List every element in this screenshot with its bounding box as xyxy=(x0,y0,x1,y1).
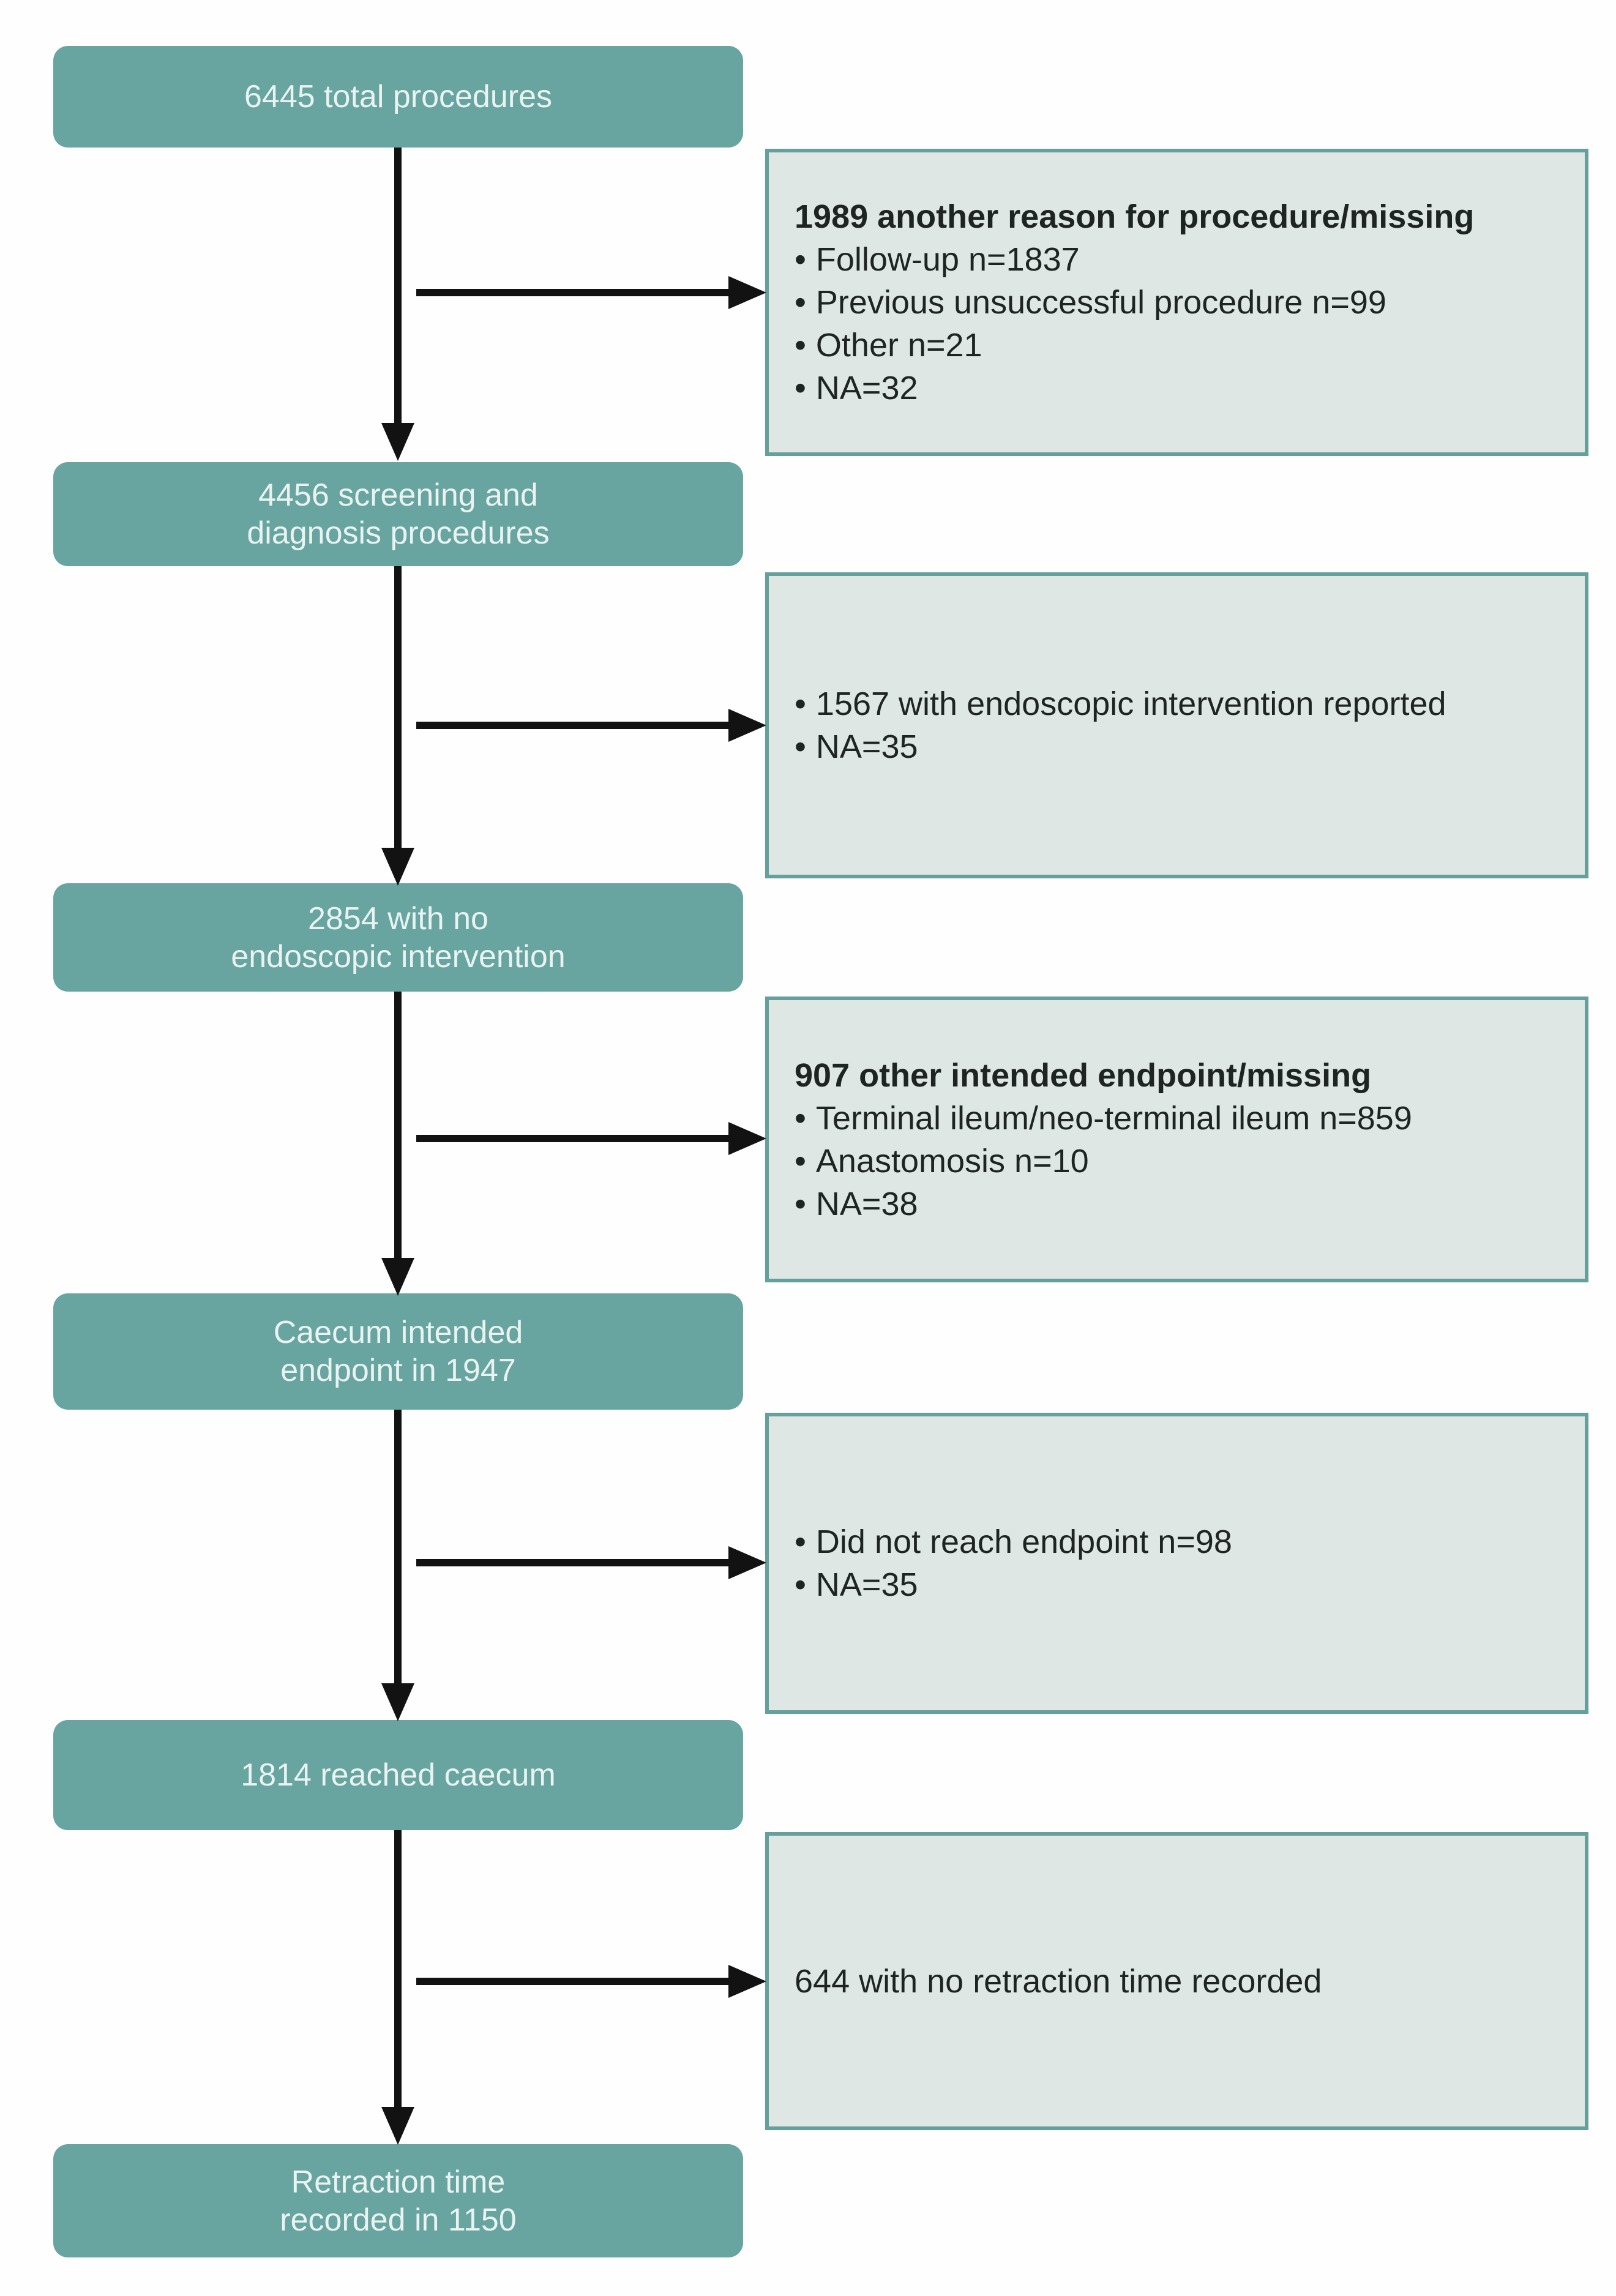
bullet-text: Did not reach endpoint n=98 xyxy=(815,1524,1232,1560)
bullet-icon: • xyxy=(795,1566,806,1603)
exclusion-box-did-not-reach-endpoint xyxy=(765,1413,1588,1714)
exclusion-bullet-list xyxy=(795,682,1559,768)
bullet-item xyxy=(795,1520,1559,1563)
exclusion-bullet-list xyxy=(795,1097,1559,1225)
bullet-item xyxy=(795,1183,1559,1225)
flow-box-line: endoscopic intervention xyxy=(231,938,566,974)
bullet-item xyxy=(795,281,1559,324)
bullet-text: Terminal ileum/neo-terminal ileum n=859 xyxy=(815,1099,1412,1137)
flow-box-line: diagnosis procedures xyxy=(247,515,550,551)
bullet-icon: • xyxy=(795,241,806,278)
bullet-item xyxy=(795,682,1559,725)
bullet-text: NA=32 xyxy=(815,370,918,406)
bullet-icon: • xyxy=(795,1142,806,1180)
bullet-icon: • xyxy=(795,370,806,406)
flow-box-line: 1814 reached caecum xyxy=(241,1757,556,1793)
flow-box-line: Retraction time xyxy=(291,2164,506,2200)
exclusion-bullet-list xyxy=(795,238,1559,409)
bullet-item xyxy=(795,324,1559,367)
bullet-text: Follow-up n=1837 xyxy=(815,241,1080,278)
exclusion-box-no-retraction-time xyxy=(765,1832,1588,2130)
exclusion-box-other-intended-endpoint xyxy=(765,997,1588,1282)
bullet-item xyxy=(795,1097,1559,1140)
bullet-icon: • xyxy=(795,728,806,765)
bullet-item xyxy=(795,1563,1559,1606)
flow-box-line: Caecum intended xyxy=(273,1315,523,1350)
bullet-item xyxy=(795,1140,1559,1183)
exclusion-box-endoscopic-intervention-reported xyxy=(765,572,1588,878)
bullet-text: NA=35 xyxy=(815,1566,918,1603)
flow-box-caecum-intended-endpoint xyxy=(53,1293,743,1410)
exclusion-box-another-reason xyxy=(765,149,1588,456)
flow-box-screening-diagnosis xyxy=(53,462,743,566)
exclusion-text: 644 with no retraction time recorded xyxy=(795,1962,1322,2000)
flow-box-reached-caecum xyxy=(53,1720,743,1830)
bullet-icon: • xyxy=(795,1099,806,1137)
bullet-icon: • xyxy=(795,1524,806,1560)
flow-box-line: endpoint in 1947 xyxy=(280,1353,516,1388)
exclusion-heading: 907 other intended endpoint/missing xyxy=(795,1056,1372,1094)
flow-box-total-procedures xyxy=(53,46,743,148)
bullet-icon: • xyxy=(795,327,806,364)
flow-box-no-endoscopic-intervention xyxy=(53,883,743,992)
bullet-icon: • xyxy=(795,1185,806,1222)
flow-box-line: 2854 with no xyxy=(308,900,488,937)
flow-box-line: recorded in 1150 xyxy=(280,2202,517,2238)
exclusion-bullet-list xyxy=(795,1520,1559,1606)
exclusion-heading: 1989 another reason for procedure/missing xyxy=(795,198,1475,235)
flow-box-retraction-time-recorded xyxy=(53,2144,743,2257)
bullet-text: 1567 with endoscopic intervention reported xyxy=(815,686,1446,722)
bullet-text: Previous unsuccessful procedure n=99 xyxy=(815,284,1386,321)
bullet-icon: • xyxy=(795,284,806,321)
bullet-item xyxy=(795,238,1559,281)
flow-box-line: 4456 screening and xyxy=(258,477,538,513)
bullet-text: NA=35 xyxy=(815,728,918,765)
bullet-icon: • xyxy=(795,686,806,722)
bullet-text: Anastomosis n=10 xyxy=(815,1142,1089,1180)
bullet-item xyxy=(795,725,1559,768)
flow-box-line: 6445 total procedures xyxy=(244,79,552,114)
bullet-text: Other n=21 xyxy=(815,327,982,364)
bullet-text: NA=38 xyxy=(815,1185,918,1222)
bullet-item xyxy=(795,367,1559,409)
